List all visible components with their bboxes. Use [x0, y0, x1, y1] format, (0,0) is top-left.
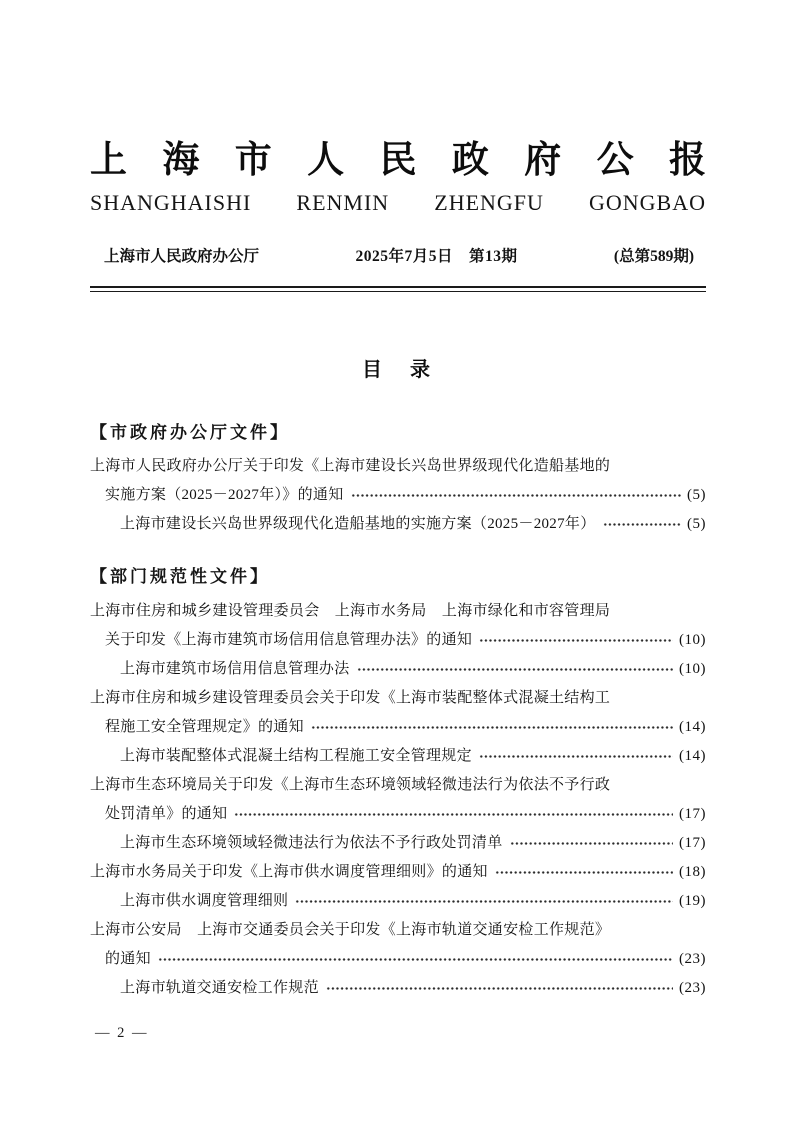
- toc-entry-line: [90, 916, 706, 945]
- toc-entry-text: 关于印发《上海市建筑市场信用信息管理办法》的通知: [105, 632, 473, 648]
- toc-entry-text: 程施工安全管理规定》的通知: [105, 719, 304, 735]
- page-content: [90, 0, 706, 1003]
- toc-entry-text: 上海市轨道交通安检工作规范: [120, 980, 319, 996]
- dot-leader: [234, 800, 673, 829]
- toc-entry-text: 处罚清单》的通知: [105, 806, 228, 822]
- toc-entry-text: 实施方案（2025－2027年）》的通知: [105, 487, 344, 503]
- toc-entry-line: [90, 452, 706, 481]
- toc-entry-page: (23): [679, 980, 706, 996]
- gazette-title-pinyin: SHANGHAISHI RENMIN ZHENGFU GONGBAO: [90, 190, 706, 215]
- gazette-title: 上 海 市 人 民 政 府 公 报: [90, 140, 706, 181]
- dot-leader: [295, 887, 673, 916]
- page-number: — 2 —: [95, 1025, 149, 1041]
- dot-leader: [158, 945, 673, 974]
- dot-leader: [603, 510, 681, 539]
- toc-entry-page: (17): [679, 806, 706, 822]
- toc-entry-line: [90, 626, 706, 655]
- toc-section-lines: [90, 452, 706, 539]
- toc-entry-line: [90, 829, 706, 858]
- toc-entry-text: 上海市水务局关于印发《上海市供水调度管理细则》的通知: [90, 864, 488, 880]
- toc-entry-line: [90, 597, 706, 626]
- toc-entry-text: 上海市公安局 上海市交通委员会关于印发《上海市轨道交通安检工作规范》: [90, 922, 611, 938]
- toc-entry-page: (23): [679, 951, 706, 967]
- toc-entry-page: (14): [679, 748, 706, 764]
- toc-entry-line: [90, 974, 706, 1003]
- section-heading-departmental-normative-documents: 【部门规范性文件】: [90, 567, 270, 586]
- toc-entry-text: 上海市生态环境局关于印发《上海市生态环境领域轻微违法行为依法不予行政: [90, 777, 611, 793]
- toc-entry-line: [90, 887, 706, 916]
- toc-entry-text: 上海市供水调度管理细则: [120, 893, 289, 909]
- dot-leader: [357, 655, 673, 684]
- divider-rule-thin: [90, 291, 706, 292]
- dot-leader: [479, 626, 673, 655]
- issue-header-row: [90, 247, 706, 267]
- toc-entry-text: 上海市建筑市场信用信息管理办法: [120, 661, 350, 677]
- toc-entry-text: 上海市住房和城乡建设管理委员会关于印发《上海市装配整体式混凝土结构工: [90, 690, 611, 706]
- toc-entry-page: (5): [687, 487, 706, 503]
- toc-entry-line: [90, 481, 706, 510]
- issue-date-number: 2025年7月5日 第13期: [355, 248, 518, 265]
- issuer-name: 上海市人民政府办公厅: [104, 248, 260, 265]
- toc-entry-page: (14): [679, 719, 706, 735]
- toc-entry-page: (17): [679, 835, 706, 851]
- toc-entry-text: 上海市人民政府办公厅关于印发《上海市建设长兴岛世界级现代化造船基地的: [90, 458, 611, 474]
- toc-entry-line: [90, 800, 706, 829]
- toc-entry-page: (5): [687, 516, 706, 532]
- dot-leader: [311, 713, 673, 742]
- toc-entry-text: 上海市住房和城乡建设管理委员会 上海市水务局 上海市绿化和市容管理局: [90, 603, 611, 619]
- toc-entry-text: 上海市建设长兴岛世界级现代化造船基地的实施方案（2025－2027年）: [120, 516, 596, 532]
- toc-entry-line: [90, 684, 706, 713]
- toc-entry-text: 上海市装配整体式混凝土结构工程施工安全管理规定: [120, 748, 472, 764]
- toc-entry-line: [90, 771, 706, 800]
- dot-leader: [479, 742, 673, 771]
- toc-entry-line: [90, 945, 706, 974]
- toc-entry-line: [90, 510, 706, 539]
- toc-entry-page: (10): [679, 632, 706, 648]
- divider-rule-thick: [90, 286, 706, 288]
- toc-entry-line: [90, 858, 706, 887]
- toc-entry-line: [90, 713, 706, 742]
- cumulative-issue-number: (总第589期): [613, 248, 694, 265]
- toc-entry-line: [90, 655, 706, 684]
- toc-entry-text: 上海市生态环境领域轻微违法行为依法不予行政处罚清单: [120, 835, 503, 851]
- section-heading-municipal-office-documents: 【市政府办公厅文件】: [90, 423, 290, 442]
- dot-leader: [510, 829, 673, 858]
- toc-entry-text: 的通知: [105, 951, 151, 967]
- dot-leader: [326, 974, 673, 1003]
- toc-section-lines: [90, 597, 706, 1003]
- toc-title: 目 录: [362, 359, 434, 381]
- toc-entry-line: [90, 742, 706, 771]
- toc-entry-page: (18): [679, 864, 706, 880]
- dot-leader: [351, 481, 681, 510]
- dot-leader: [495, 858, 673, 887]
- toc-entry-page: (10): [679, 661, 706, 677]
- toc-entry-page: (19): [679, 893, 706, 909]
